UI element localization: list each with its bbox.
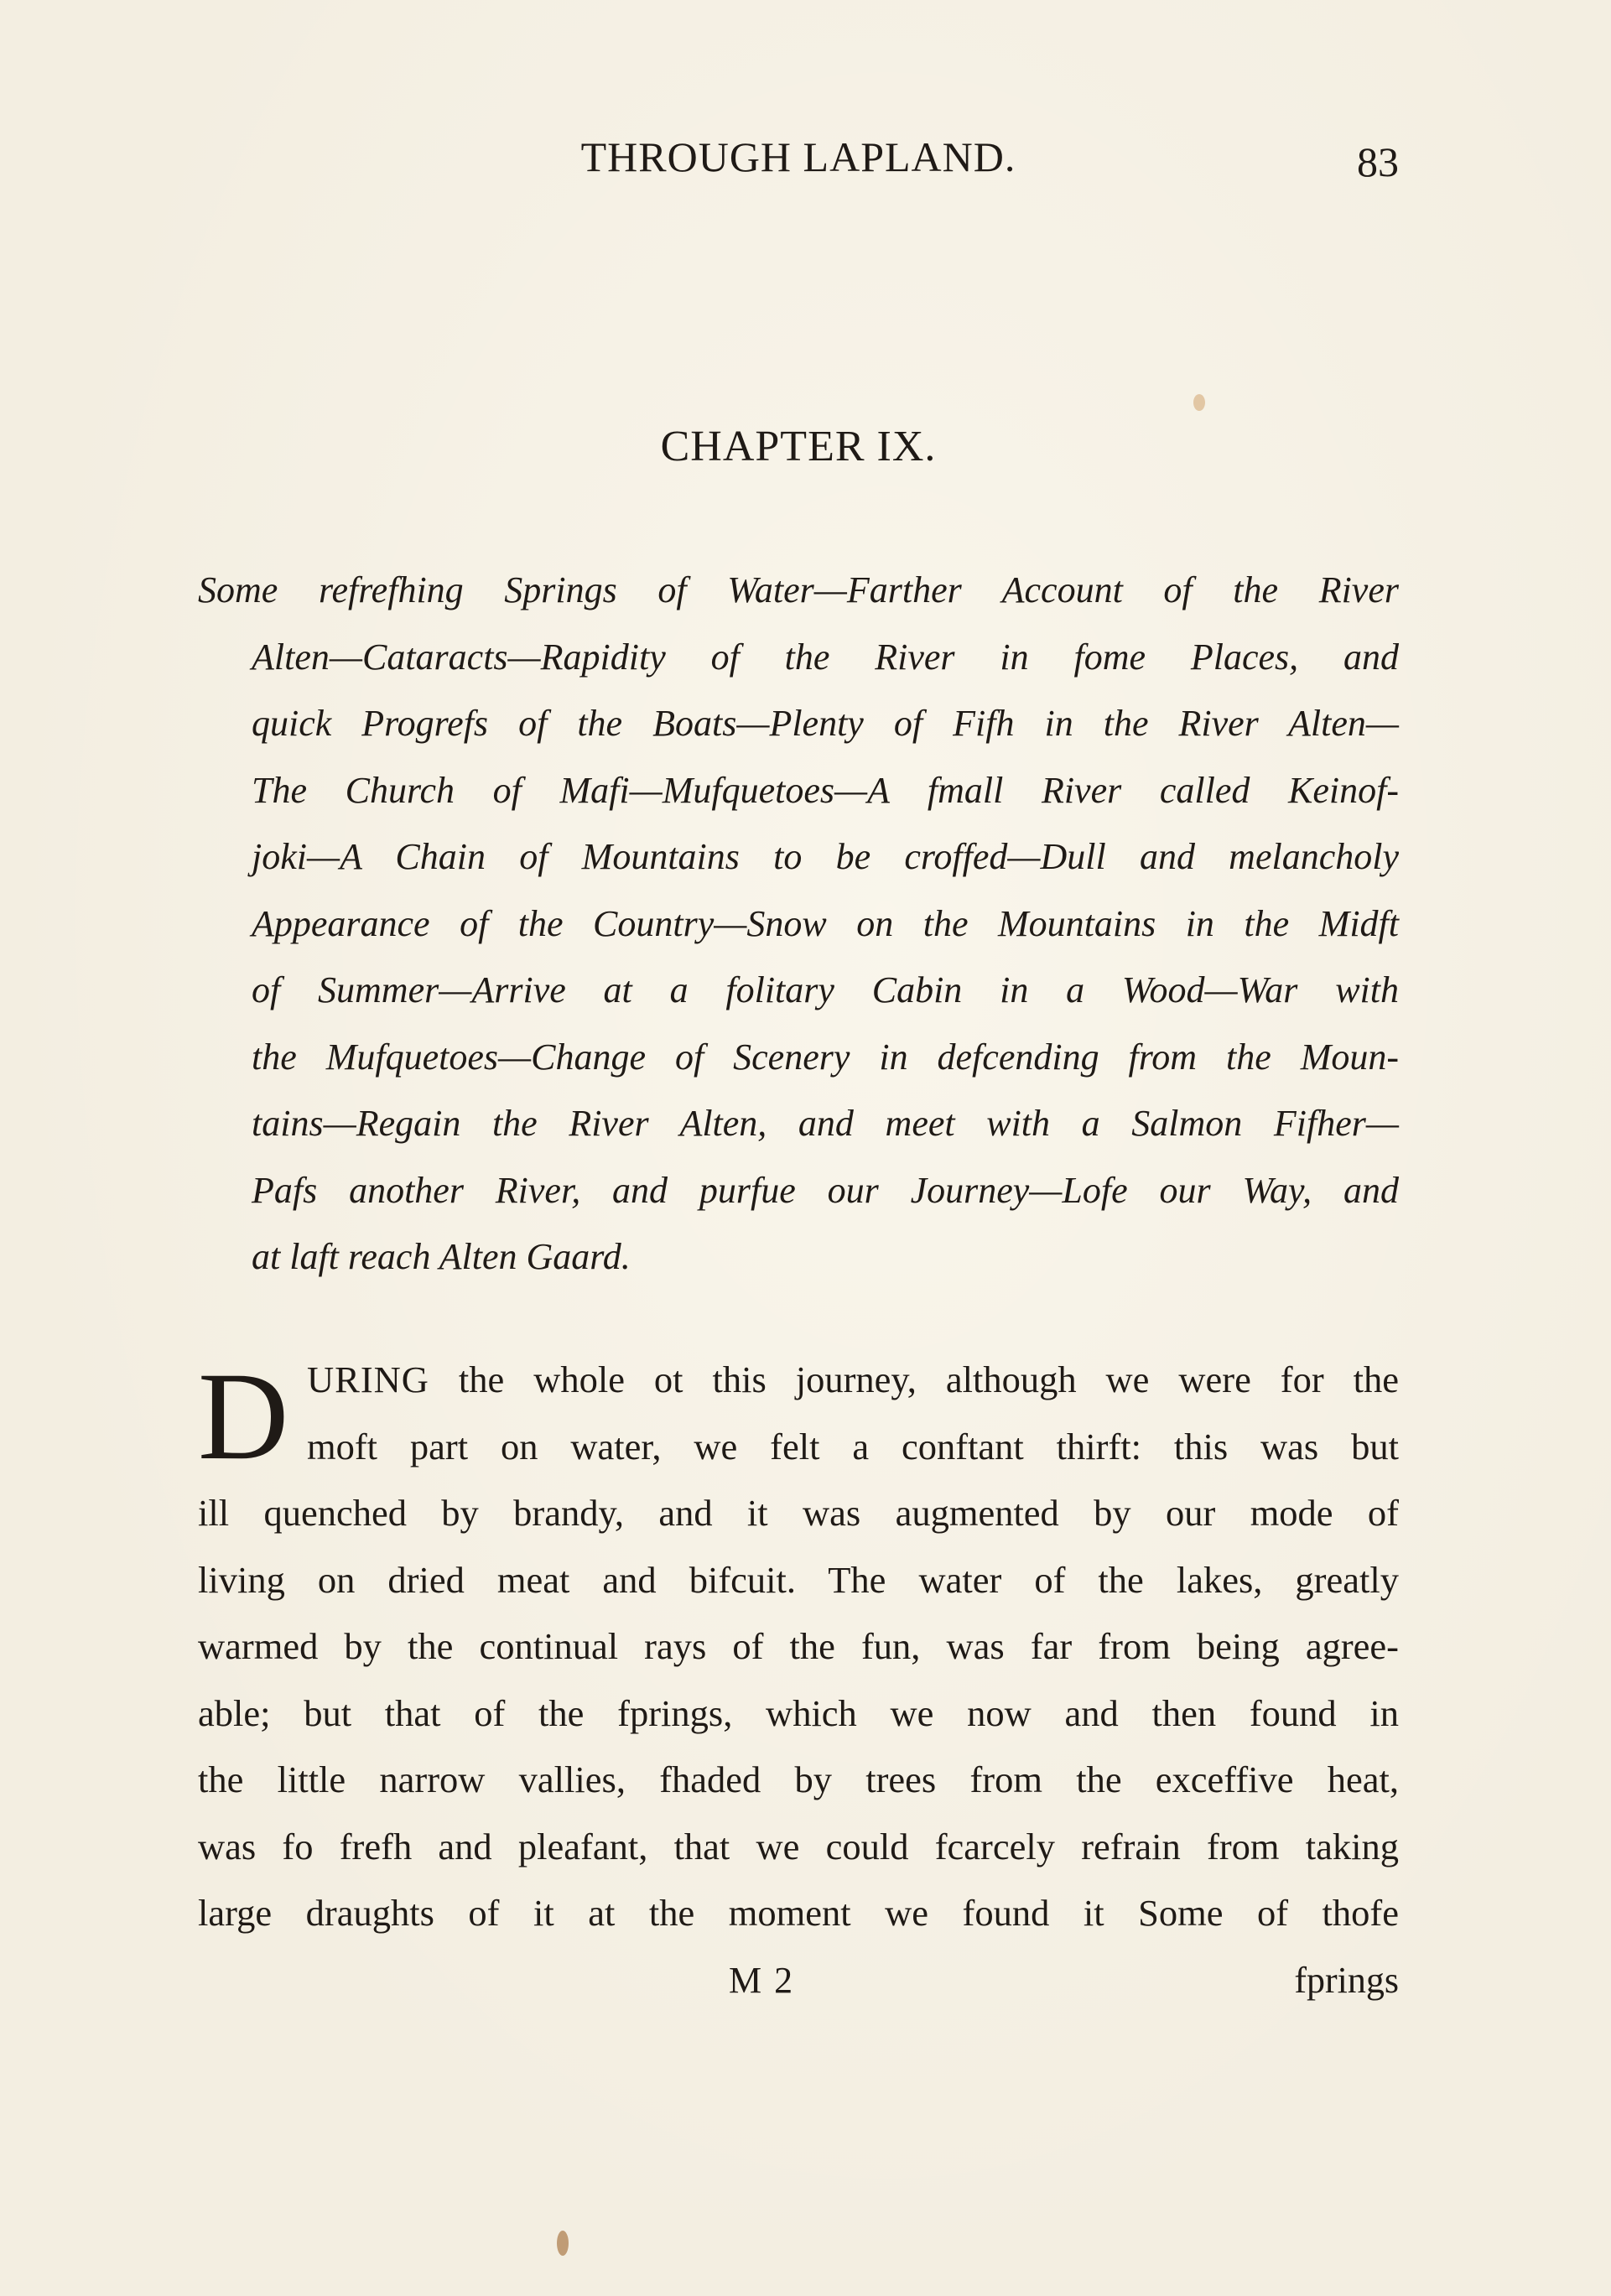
chapter-summary <box>198 557 1399 1291</box>
summary-line: Appearance of the Country—Snow on the Mountains in the Midft <box>252 902 1399 944</box>
summary-line: at laft reach Alten Gaard. <box>252 1236 631 1277</box>
summary-line: Alten—Cataracts—Rapidity of the River in fome Places, and <box>252 636 1399 678</box>
summary-line: Pafs another River, and purfue our Journey—Lofe our Way, and <box>252 1169 1399 1211</box>
summary-line: joki—A Chain of Mountains to be croffed—Dull and melancholy <box>252 836 1399 877</box>
body-line: large draughts of it at the moment we found it Some of thofe <box>198 1892 1399 1934</box>
catchword: fprings <box>1294 1960 1399 2001</box>
drop-cap: D <box>198 1347 289 1486</box>
running-head <box>198 127 1399 186</box>
body-text <box>198 1347 1399 1947</box>
body-line: was fo frefh and pleafant, that we could fcarcely refrain from taking <box>198 1825 1399 1867</box>
chapter-title: CHAPTER IX. <box>660 423 937 470</box>
body-line: warmed by the continual rays of the fun, was far from being agree- <box>198 1625 1399 1667</box>
summary-line: tains—Regain the River Alten, and meet with a Salmon Fifher— <box>252 1103 1399 1144</box>
signature-mark: M 2 <box>729 1960 795 2001</box>
page-footer <box>198 1947 1399 2014</box>
first-word-rest: URING <box>307 1358 429 1400</box>
summary-line: of Summer—Arrive at a folitary Cabin in a Wood—War with <box>252 969 1399 1010</box>
summary-line: The Church of Mafi—Mufquetoes—A fmall River called Keinof- <box>252 769 1399 811</box>
running-title: THROUGH LAPLAND. <box>580 133 1016 180</box>
body-line: able; but that of the fprings, which we now and then found in <box>198 1691 1399 1734</box>
summary-line: quick Progrefs of the Boats—Plenty of Fifh in the River Alten— <box>252 703 1399 744</box>
foxing-spot <box>1193 394 1205 411</box>
body-line-first <box>198 1347 1399 1414</box>
first-line-rest: the whole ot this journey, although we were for the <box>458 1358 1400 1400</box>
summary-line: the Mufquetoes—Change of Scenery in defcending from the Moun- <box>252 1036 1399 1078</box>
body-line: ill quenched by brandy, and it was augmented by our mode of <box>198 1492 1399 1534</box>
body-line: moft part on water, we felt a conftant thirft: this was but <box>307 1425 1399 1467</box>
summary-line: Some refrefhing Springs of Water—Farther Account of the River <box>198 569 1399 610</box>
foxing-spot <box>557 2231 569 2256</box>
page-number: 83 <box>1357 138 1399 185</box>
body-line: the little narrow vallies, fhaded by trees from the exceffive heat, <box>198 1758 1399 1800</box>
body-line: living on dried meat and bifcuit. The water of the lakes, greatly <box>198 1558 1399 1601</box>
